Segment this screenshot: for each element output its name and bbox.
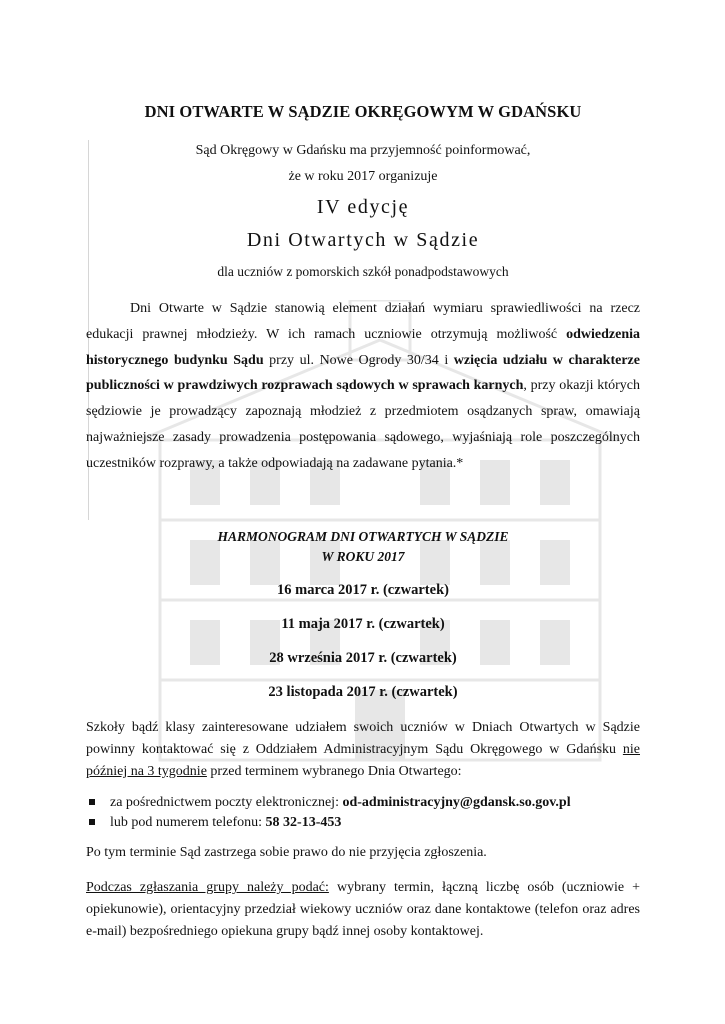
submission-requirements	[86, 877, 640, 943]
email-address: od-administracyjny@gdansk.so.gov.pl	[342, 795, 571, 810]
contact-instructions	[86, 717, 640, 783]
intro-line-2: że w roku 2017 organizuje	[288, 169, 438, 184]
description-bold-2: wzięcia udziału w charakterze publiczności w prawdziwych rozprawach sądowych w sprawach karnych	[86, 352, 640, 394]
bullet-icon	[89, 799, 95, 805]
schedule-heading-line-2: W ROKU 2017	[321, 549, 405, 564]
contact-list	[86, 793, 640, 833]
event-name-heading: Dni Otwartych w Sądzie	[246, 229, 480, 251]
phone-label: lub pod numerem telefonu:	[110, 815, 266, 830]
schedule-date: 11 maja 2017 r. (czwartek)	[281, 616, 445, 632]
schedule-date: 28 września 2017 r. (czwartek)	[269, 650, 457, 666]
schedule-heading	[86, 527, 640, 567]
deadline-text: nie później na 3 tygodnie	[86, 742, 640, 779]
phone-number: 58 32-13-453	[265, 815, 342, 830]
schedule-date: 16 marca 2017 r. (czwartek)	[277, 582, 449, 598]
reservation-note: Po tym terminie Sąd zastrzega sobie prawo do nie przyjęcia zgłoszenia.	[86, 845, 487, 860]
contact-text-after: przed terminem wybranego Dnia Otwartego:	[206, 764, 462, 779]
audience-line: dla uczniów z pomorskich szkół ponadpodstawowych	[217, 264, 509, 279]
schedule-date: 23 listopada 2017 r. (czwartek)	[268, 684, 458, 700]
page-title: DNI OTWARTE W SĄDZIE OKRĘGOWYM W GDAŃSKU	[144, 102, 582, 121]
contact-text-before: Szkoły bądź klasy zainteresowane udziałem swoich uczniów w Dniach Otwartych w Sądzie powinny kontaktować się z Oddziałem Administracyjnym Sądu Okręgowego w Gdańsku	[86, 720, 640, 757]
submission-label: Podczas zgłaszania grupy należy podać:	[86, 880, 329, 895]
edition-heading: IV edycję	[316, 196, 410, 218]
list-item	[86, 793, 640, 813]
list-item	[86, 813, 640, 833]
bullet-icon	[89, 819, 95, 825]
description-text-3: , przy okazji których sędziowie je prowadzący zapoznają młodzież z przedmiotem osądzanych spraw, omawiają najważniejsze zasady prowadzenia postępowania sądowego, wyjaśniają role poszczególnych uczestników rozprawy, a także odpowiadają na zadawane pytania.*	[86, 378, 640, 471]
description-text-2: przy ul. Nowe Ogrody 30/34 i	[263, 352, 454, 368]
description-text-1: Dni Otwarte w Sądzie stanowią element działań wymiaru sprawiedliwości na rzecz edukacji prawnej młodzieży. W ich ramach uczniowie otrzymują możliwość	[86, 301, 640, 342]
email-label: za pośrednictwem poczty elektronicznej:	[110, 795, 343, 810]
schedule-heading-line-1: HARMONOGRAM DNI OTWARTYCH W SĄDZIE	[217, 529, 509, 544]
description-paragraph	[86, 296, 640, 477]
intro-line-1: Sąd Okręgowy w Gdańsku ma przyjemność poinformować,	[195, 143, 531, 158]
description-bold-1: odwiedzenia historycznego budynku Sądu	[86, 326, 640, 368]
submission-text: wybrany termin, łączną liczbę osób (uczniowie + opiekunowie), orientacyjny przedział wiekowy uczniów oraz dane kontaktowe (telefon oraz adres e-mail) bezpośredniego opiekuna grupy bądź innej osoby kontaktowej.	[86, 880, 641, 939]
